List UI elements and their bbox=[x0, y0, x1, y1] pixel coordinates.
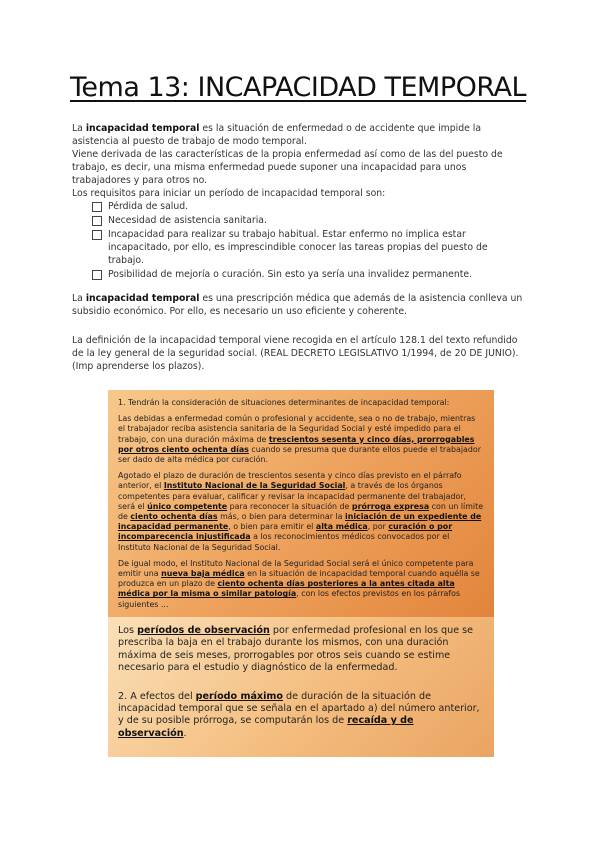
highlight-term: curación o por incomparecencia injustificada bbox=[118, 522, 453, 542]
excerpt-heading: 1. Tendrán la consideración de situaciones determinantes de incapacidad temporal: bbox=[118, 398, 450, 407]
list-item: Posibilidad de mejoría o curación. Sin esto ya sería una invalidez permanente. bbox=[92, 268, 524, 281]
excerpt-paragraph: Agotado el plazo de duración de trescientos sesenta y cinco días previsto en el párrafo anterior, el Instituto Nacional de la Seguridad Social, a través de los órganos competentes para evaluar, calificar y revisar la incapacidad permanente del trabajador, será el único competente para reconocer la situación de prórroga expresa con un límite de ciento ochenta días más, o bien para determinar la iniciación de un expediente de incapacidad permanente, o bien para emitir el alta médica, por curación o por incomparecencia injustificada a los reconocimientos médicos convocados por el Instituto Nacional de la Seguridad Social. bbox=[118, 471, 484, 552]
highlight-term: único competente bbox=[147, 501, 228, 511]
checkbox-icon bbox=[92, 202, 102, 212]
excerpt-paragraph: De igual modo, el Instituto Nacional de la Seguridad Social será el único competente para emitir una nueva baja médica en la situación de incapacidad temporal cuando aquélla se produzca en un plazo de ciento ochenta días posteriores a la antes citada alta médica por la misma o similar patología, con los efectos previstos en los párrafos siguientes ... bbox=[118, 558, 480, 609]
list-item: Incapacidad para realizar su trabajo habitual. Estar enfermo no implica estar incapacitado, por ello, es imprescindible conocer las tareas propias del puesto de trabajo. bbox=[92, 228, 524, 267]
highlight-term: período máximo bbox=[195, 690, 283, 702]
intro-section bbox=[72, 122, 524, 282]
highlight-term: alta médica bbox=[315, 522, 368, 532]
requirements-list bbox=[72, 200, 524, 281]
list-item: Necesidad de asistencia sanitaria. bbox=[92, 214, 524, 227]
checkbox-icon bbox=[92, 216, 102, 226]
highlight-term: períodos de observación bbox=[137, 625, 270, 636]
highlight-term: ciento ochenta días bbox=[130, 512, 218, 522]
highlight-term: incapacidad temporal bbox=[85, 123, 200, 134]
excerpt-paragraph: Las debidas a enfermedad común o profesional y accidente, sea o no de trabajo, mientras el trabajador reciba asistencia sanitaria de la Seguridad Social y esté impedido para el trabajo, con una duración máxima de trescientos sesenta y cinco días, prorrogables por otros ciento ochenta días cuando se presuma que durante ellos puede el trabajador ser dado de alta médica por curación. bbox=[118, 414, 481, 465]
highlight-term: prórroga expresa bbox=[351, 501, 430, 511]
legal-excerpt-panel-2 bbox=[108, 617, 494, 757]
intro-paragraph-3: Los requisitos para iniciar un período de incapacidad temporal son: bbox=[72, 188, 386, 199]
checkbox-icon bbox=[92, 270, 102, 280]
highlight-term: recaída y de observación bbox=[118, 715, 414, 739]
highlight-term: iniciación de un expediente de incapacidad permanente bbox=[118, 512, 482, 532]
intro-paragraph-1: La incapacidad temporal es la situación de enfermedad o de accidente que impide la asistencia al puesto de trabajo de modo temporal. bbox=[72, 123, 482, 147]
highlight-term: nueva baja médica bbox=[161, 569, 245, 579]
excerpt-paragraph: Los períodos de observación por enfermedad profesional en los que se prescriba la baja en el trabajo durante los mismos, con una duración máxima de seis meses, prorrogables por otros seis cuando se estime necesario para el estudio y diagnóstico de la enfermedad. bbox=[118, 625, 474, 674]
highlight-term: incapacidad temporal bbox=[85, 293, 200, 304]
highlight-term: trescientos sesenta y cinco días, prorrogables por otros ciento ochenta días bbox=[118, 434, 475, 454]
list-item: Pérdida de salud. bbox=[92, 200, 524, 213]
highlight-term: ciento ochenta días posteriores a la antes citada alta médica por la misma o similar patología bbox=[118, 579, 455, 599]
highlight-term: Instituto Nacional de la Seguridad Social bbox=[163, 481, 346, 491]
definition-paragraph: La definición de la incapacidad temporal viene recogida en el artículo 128.1 del texto refundido de la ley general de la seguridad social. (REAL DECRETO LEGISLATIVO 1/1994, de 20 DE JUNIO). (Imp aprenderse los plazos). bbox=[72, 335, 519, 372]
excerpt-paragraph: 2. A efectos del período máximo de duración de la situación de incapacidad temporal que se señala en el apartado a) del número anterior, y de su posible prórroga, se computarán los de recaída y de observación. bbox=[118, 690, 480, 739]
page-title: Tema 13: INCAPACIDAD TEMPORAL bbox=[70, 72, 527, 103]
intro-paragraph-2: Viene derivada de las características de la propia enfermedad así como de las del puesto de trabajo, es decir, una misma enfermedad puede suponer una incapacidad para unos trabajadores y para otros no. bbox=[72, 149, 503, 186]
legal-excerpt-panel-1 bbox=[108, 390, 494, 618]
prescription-paragraph: La incapacidad temporal es una prescripción médica que además de la asistencia conlleva un subsidio económico. Por ello, es necesario un uso eficiente y coherente. bbox=[72, 293, 523, 317]
checkbox-icon bbox=[92, 230, 102, 240]
